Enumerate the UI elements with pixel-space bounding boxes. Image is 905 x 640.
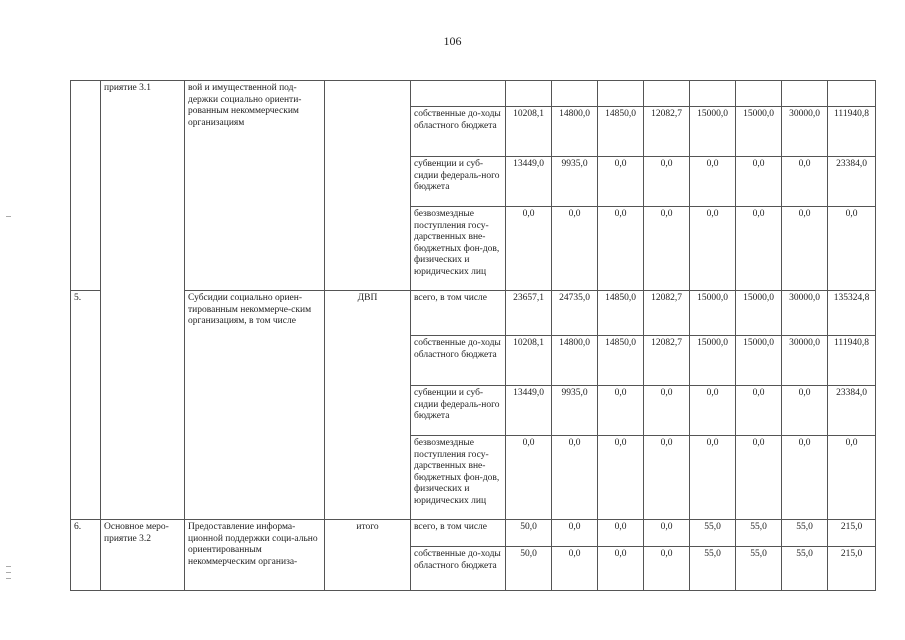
- value-cell: 14850,0: [598, 107, 644, 157]
- margin-mark: [6, 566, 11, 567]
- value-cell: 30000,0: [782, 336, 828, 386]
- value-cell: 0,0: [782, 436, 828, 520]
- value-cell: 0,0: [644, 436, 690, 520]
- value-cell: 9935,0: [552, 157, 598, 207]
- value-cell: 55,0: [736, 520, 782, 547]
- value-cell: 0,0: [598, 547, 644, 591]
- source-cell: субвенции и суб-сидии федераль-ного бюджета: [411, 386, 506, 436]
- value-cell: [506, 81, 552, 107]
- value-cell: 15000,0: [736, 107, 782, 157]
- row-number-cell: 6.: [71, 520, 101, 591]
- value-cell: 0,0: [506, 207, 552, 291]
- value-cell: [690, 81, 736, 107]
- table-row: [71, 520, 876, 547]
- table-row: [71, 81, 876, 107]
- value-cell: 0,0: [598, 207, 644, 291]
- source-cell: собственные до-ходы областного бюджета: [411, 107, 506, 157]
- budget-table: [70, 80, 876, 591]
- source-cell: безвозмездные поступления госу-дарственных вне-бюджетных фон-дов, физических и юридических лиц: [411, 436, 506, 520]
- value-cell: 14850,0: [598, 336, 644, 386]
- value-cell: 55,0: [782, 547, 828, 591]
- value-cell: 55,0: [690, 520, 736, 547]
- value-cell: 13449,0: [506, 386, 552, 436]
- value-cell: 215,0: [828, 520, 876, 547]
- value-cell: 0,0: [644, 207, 690, 291]
- value-cell: 0,0: [736, 386, 782, 436]
- value-cell: 14800,0: [552, 336, 598, 386]
- margin-mark: [6, 572, 11, 573]
- value-cell: 0,0: [598, 520, 644, 547]
- value-cell: [598, 81, 644, 107]
- value-cell: 30000,0: [782, 107, 828, 157]
- executor-cell: ДВП: [325, 291, 411, 520]
- value-cell: 0,0: [828, 436, 876, 520]
- value-cell: 23657,1: [506, 291, 552, 336]
- value-cell: 0,0: [828, 207, 876, 291]
- value-cell: 0,0: [736, 207, 782, 291]
- value-cell: 0,0: [552, 547, 598, 591]
- value-cell: 0,0: [598, 386, 644, 436]
- value-cell: 30000,0: [782, 291, 828, 336]
- value-cell: 0,0: [598, 436, 644, 520]
- executor-cell: [325, 81, 411, 291]
- value-cell: 0,0: [552, 520, 598, 547]
- value-cell: 0,0: [690, 157, 736, 207]
- value-cell: 0,0: [690, 436, 736, 520]
- value-cell: [828, 81, 876, 107]
- value-cell: 50,0: [506, 520, 552, 547]
- value-cell: 0,0: [782, 386, 828, 436]
- value-cell: [552, 81, 598, 107]
- value-cell: 111940,8: [828, 107, 876, 157]
- value-cell: 15000,0: [736, 336, 782, 386]
- source-cell: субвенции и суб-сидии федераль-ного бюджета: [411, 157, 506, 207]
- value-cell: 0,0: [736, 157, 782, 207]
- value-cell: 9935,0: [552, 386, 598, 436]
- value-cell: 15000,0: [690, 336, 736, 386]
- value-cell: 0,0: [644, 157, 690, 207]
- value-cell: 15000,0: [736, 291, 782, 336]
- value-cell: 0,0: [690, 386, 736, 436]
- margin-mark: [6, 578, 11, 579]
- value-cell: 0,0: [782, 157, 828, 207]
- source-cell: всего, в том числе: [411, 291, 506, 336]
- source-cell: безвозмездные поступления госу-дарственных вне-бюджетных фон-дов, физических и юридических лиц: [411, 207, 506, 291]
- table-row: [71, 291, 876, 336]
- value-cell: 12082,7: [644, 107, 690, 157]
- value-cell: 55,0: [736, 547, 782, 591]
- value-cell: [644, 81, 690, 107]
- value-cell: [782, 81, 828, 107]
- value-cell: 10208,1: [506, 107, 552, 157]
- value-cell: 0,0: [506, 436, 552, 520]
- value-cell: 13449,0: [506, 157, 552, 207]
- row-number-cell: 5.: [71, 291, 101, 520]
- source-cell: всего, в том числе: [411, 520, 506, 547]
- event-cell: приятие 3.1: [101, 81, 185, 520]
- value-cell: 0,0: [644, 386, 690, 436]
- value-cell: [736, 81, 782, 107]
- value-cell: 15000,0: [690, 107, 736, 157]
- executor-cell: итого: [325, 520, 411, 591]
- value-cell: 0,0: [690, 207, 736, 291]
- value-cell: 135324,8: [828, 291, 876, 336]
- margin-mark: [6, 216, 11, 217]
- source-cell: собственные до-ходы областного бюджета: [411, 547, 506, 591]
- value-cell: 12082,7: [644, 336, 690, 386]
- source-cell: [411, 81, 506, 107]
- value-cell: 55,0: [782, 520, 828, 547]
- value-cell: 0,0: [552, 207, 598, 291]
- event-cell: Основное меро-приятие 3.2: [101, 520, 185, 591]
- value-cell: 15000,0: [690, 291, 736, 336]
- row-number-cell: [71, 81, 101, 291]
- page-number: 106: [443, 34, 462, 48]
- value-cell: 0,0: [736, 436, 782, 520]
- source-cell: собственные до-ходы областного бюджета: [411, 336, 506, 386]
- value-cell: 0,0: [782, 207, 828, 291]
- value-cell: 23384,0: [828, 386, 876, 436]
- value-cell: 0,0: [598, 157, 644, 207]
- value-cell: 10208,1: [506, 336, 552, 386]
- value-cell: 12082,7: [644, 291, 690, 336]
- value-cell: 0,0: [644, 547, 690, 591]
- value-cell: 23384,0: [828, 157, 876, 207]
- value-cell: 24735,0: [552, 291, 598, 336]
- measure-name-cell: вой и имущественной под-держки социально ориенти-рованным некоммерческим организациям: [185, 81, 325, 291]
- value-cell: 215,0: [828, 547, 876, 591]
- value-cell: 55,0: [690, 547, 736, 591]
- value-cell: 14800,0: [552, 107, 598, 157]
- value-cell: 0,0: [644, 520, 690, 547]
- value-cell: 14850,0: [598, 291, 644, 336]
- value-cell: 50,0: [506, 547, 552, 591]
- value-cell: 111940,8: [828, 336, 876, 386]
- value-cell: 0,0: [552, 436, 598, 520]
- measure-name-cell: Предоставление информа-ционной поддержки соци-ально ориентированным некоммерческим организа-: [185, 520, 325, 591]
- measure-name-cell: Субсидии социально ориен-тированным некоммерче-ским организациям, в том числе: [185, 291, 325, 520]
